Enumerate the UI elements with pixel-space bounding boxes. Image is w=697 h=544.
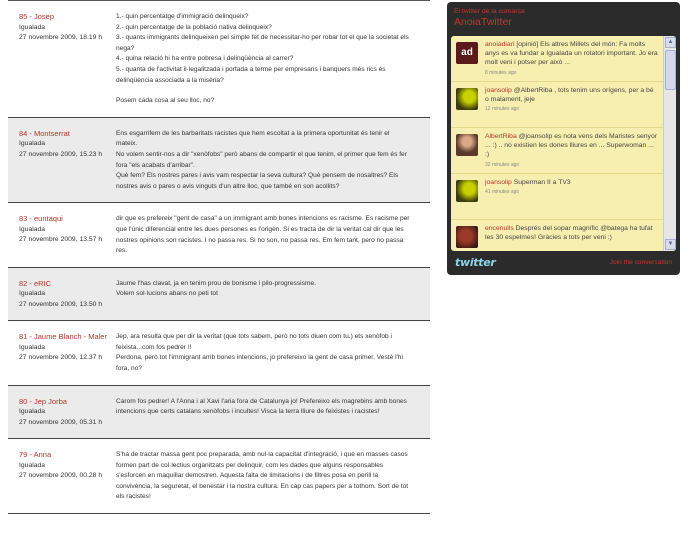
tweet-avatar[interactable]: ad — [456, 42, 478, 64]
comment-location: Igualada — [19, 461, 46, 469]
tweet-username[interactable]: anoiadiari — [485, 41, 515, 48]
scroll-down-arrow-icon[interactable]: ▼ — [665, 239, 676, 250]
comment-meta — [8, 214, 116, 256]
comments-list — [8, 0, 430, 514]
comment-item — [8, 321, 430, 385]
comment-item — [8, 386, 430, 440]
tweet-content — [485, 224, 658, 242]
tweet-username[interactable]: AlbertRiba — [485, 133, 517, 140]
comment-author[interactable]: 81 - Jaume Blanch - Maler — [19, 332, 107, 342]
comment-body — [116, 332, 416, 374]
comment-date: 27 novembre 2009, 13.57 h — [19, 236, 103, 244]
comment-meta — [8, 129, 116, 193]
tweet-timestamp: 41 minutes ago — [485, 189, 520, 196]
comment-meta — [8, 279, 116, 311]
comment-author[interactable]: 83 - euntaqui — [19, 214, 63, 224]
comment-text-line: 2.- quin percentatge de la població nativa delinqueix? — [116, 23, 272, 31]
comment-location: Igualada — [19, 290, 46, 298]
join-conversation-link[interactable]: Join the conversation — [609, 259, 672, 266]
comment-date: 27 novembre 2009, 05.31 h — [19, 418, 103, 426]
comment-item — [8, 0, 430, 118]
comment-text-line: dir que es prefereix "gent de casa" a un immigrant amb bones intencions es racisme. Es racisme per que l'únic diferencial entre les dues persones es l'origen. Si es tracta de dir la veritat cal dir que les nostres opinions son racistes. I no passa res. Si no son, no passa res. Em fem tant, pero no passa res. — [116, 215, 410, 255]
comment-item — [8, 268, 430, 322]
tweet-list[interactable] — [451, 36, 676, 251]
tweet-text: [opinió] Els altres Millets del món: Fa molts anys es va fundar a Igualada un rotatori important. Jo era molt veni i potser per això ... — [485, 41, 658, 67]
tweet-text: @AlbertRiba , tots tenim uns orígens, per a bé o malament, jeje — [485, 87, 654, 104]
comment-author[interactable]: 82 - eRIC — [19, 278, 52, 288]
comment-date: 27 novembre 2009, 00.28 h — [19, 472, 103, 480]
comment-meta — [8, 397, 116, 429]
comment-text-line: S'ha de tractar massa gent poc preparada, amb nul·la capacitat d'integració, i que en masses casos formen part de col·lectius organitzats per delinquir, com les dades que alguns responsables s'esforcen en maquillar demostren. Aquesta falta de limitacions i de filtres posa en perill la convivència, la seguretat, el benestar i la nostra cultura. En cap cas papers per a tothom. Sort de tot els racistes! — [116, 451, 409, 501]
comment-date: 27 novembre 2009, 12.37 h — [19, 354, 103, 362]
tweet-text: @joansolip es nota vens dels Maristes senyor ... :) .. no existien les dones lliures en ... Superwoman ... :) — [485, 133, 657, 159]
comment-text-line: Jep, ara resulta que per dir la veritat (que tots sabem, però no tots diuen com tu.) ets xenòfob i feixista...com fos pedrer !! — [116, 333, 392, 351]
twitter-widget-header — [447, 2, 680, 35]
comment-body — [116, 279, 416, 311]
tweet-timestamp: 12 minutes ago — [485, 106, 520, 113]
comment-text-line: Perdona, però tot l'immigrant amb bones intencions, jo prefereixo la gent de casa primer. Vestè l'hi fora, no? — [116, 354, 403, 372]
tweet-avatar[interactable] — [456, 134, 478, 156]
comment-meta — [8, 12, 116, 107]
scrollbar-thumb[interactable] — [665, 50, 676, 90]
tweet-username[interactable]: joansolip — [485, 179, 512, 186]
comment-location: Igualada — [19, 408, 46, 416]
comment-text-line: Volem sol·lucions abans no peti tot — [116, 290, 218, 298]
comment-body — [116, 129, 416, 193]
twitter-logo[interactable]: twitter — [455, 256, 496, 269]
tweet-list-scrollbar[interactable] — [663, 36, 676, 251]
comment-item — [8, 439, 430, 514]
tweet-timestamp: 8 minutes ago — [485, 69, 517, 76]
tweet-item — [451, 82, 676, 128]
tweet-content — [485, 178, 658, 197]
comment-text-line: Jaume l'has clavat, ja en tenim prou de bonisme i pilo-progressisme. — [116, 279, 316, 287]
comment-author[interactable]: 84 - Montserrat — [19, 128, 70, 138]
comment-text-line: 1.- quin percentatge d'immigració delinqueix? — [116, 13, 249, 20]
comment-author[interactable]: 80 - Jep Jorba — [19, 396, 67, 406]
tweet-content — [485, 132, 658, 170]
twitter-widget-title: El twitter de la comarca — [454, 8, 525, 15]
comment-location: Igualada — [19, 343, 46, 351]
tweet-item — [451, 220, 676, 251]
comment-meta — [8, 332, 116, 374]
comment-item — [8, 203, 430, 267]
comment-body — [116, 214, 416, 256]
comment-body — [116, 397, 416, 429]
comment-text-line: 3.- quants immigrants delinqueixen pel simple fet de necessitar-ho per robar tot el que la societat els nega? — [116, 34, 409, 52]
comment-location: Igualada — [19, 140, 46, 148]
comment-closing-line: Posem cada cosa al seu lloc, no? — [116, 97, 215, 105]
tweet-avatar[interactable] — [456, 88, 478, 110]
comment-meta — [8, 450, 116, 503]
tweet-text: Superman II a TV3 — [513, 179, 571, 186]
twitter-widget-subtitle[interactable]: AnoiaTwitter — [454, 16, 512, 28]
comment-text-line: No volem sentir-nos a dir "xenòfobs" però abans de compartir el que tenim, el primer que fem és fer fora "els acabats d'arribar". — [116, 150, 407, 169]
scroll-up-arrow-icon[interactable]: ▲ — [665, 37, 676, 48]
tweet-item — [451, 174, 676, 220]
twitter-widget — [447, 2, 680, 275]
tweet-text: Després del sopar magnífic @batega ha tufat les 30 espelmes! Gràcies a tots per veni :) — [485, 225, 653, 242]
comment-body — [116, 450, 416, 503]
comment-text-line: 4.- quina relació hi ha entre pobresa i delinqüència al carrer? — [116, 55, 294, 63]
tweet-avatar[interactable] — [456, 226, 478, 248]
comment-date: 27 novembre 2009, 15.23 h — [19, 150, 103, 158]
tweet-item — [451, 128, 676, 174]
comment-text-line: 5.- quanta de l'activitat il·legalitzada i portada a terme per empresaris i banquers més rics és delinqüència associada a la misèria? — [116, 65, 386, 84]
tweet-username[interactable]: joansolip — [485, 87, 512, 94]
tweet-content — [485, 40, 658, 78]
comment-text-line: Què fem? Els nostres pares i avis vam respectar la seva cultura? Què pensem de nosaltres? Els nostres avis o pares o avis vinguts d'un altre lloc, que també en son acollits? — [116, 172, 399, 190]
comment-date: 27 novembre 2009, 13.50 h — [19, 300, 103, 308]
tweet-username[interactable]: encenulls — [485, 225, 514, 232]
twitter-widget-footer — [447, 252, 680, 275]
tweet-avatar[interactable] — [456, 180, 478, 202]
comment-location: Igualada — [19, 23, 46, 31]
tweet-content — [485, 86, 658, 115]
comment-date: 27 novembre 2009, 18.19 h — [19, 34, 103, 41]
comment-text-line: Ens esgarrifem de les barbaritats racistes que hem escoltat a la primera oportunitat és tenir el mateix. — [116, 129, 390, 148]
comment-text-line: Carom fos pedrer! A l'Anna i al Xavi l'aria fora de Catalunya jo! Prefereixo els magrebins amb bones intencions que certs catalans xenòfobs i incultes! Visca la terra lliure de feixistes i racistes! — [116, 397, 407, 416]
tweet-item — [451, 36, 676, 82]
comment-body — [116, 12, 416, 107]
comment-author[interactable]: 85 - Josep — [19, 12, 55, 21]
tweet-timestamp: 32 minutes ago — [485, 161, 520, 168]
comment-author[interactable]: 79 - Anna — [19, 450, 52, 460]
comment-item — [8, 118, 430, 204]
comment-location: Igualada — [19, 225, 46, 233]
